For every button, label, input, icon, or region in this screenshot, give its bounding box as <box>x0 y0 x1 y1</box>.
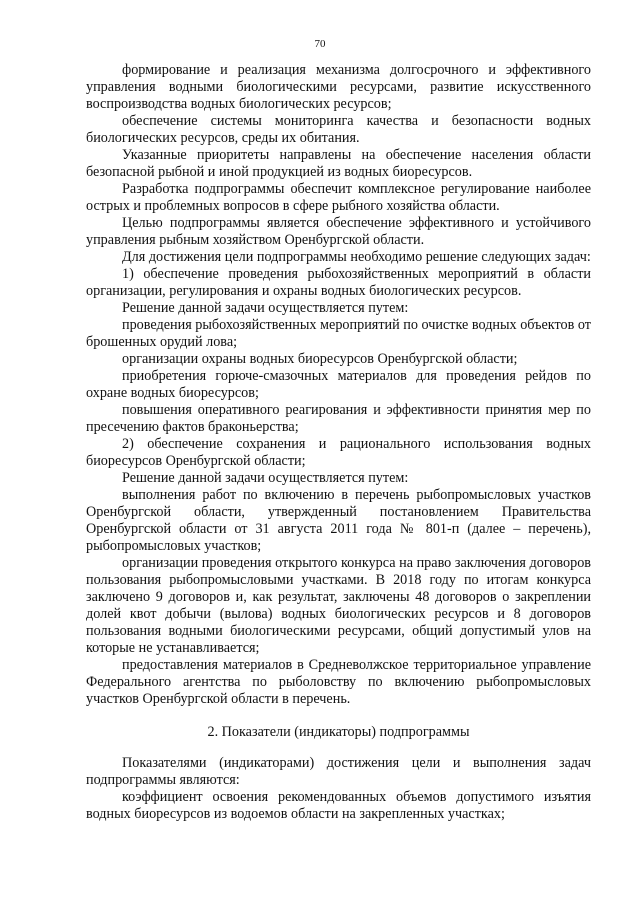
paragraph: Целью подпрограммы является обеспечение эффективного и устойчивого управления рыбным хозяйством Оренбургской области. <box>86 215 591 248</box>
paragraph: Указанные приоритеты направлены на обеспечение населения области безопасной рыбной и иной продукцией из водных биоресурсов. <box>86 147 591 180</box>
paragraph: Решение данной задачи осуществляется путем: <box>122 300 409 316</box>
page-number: 70 <box>314 38 326 50</box>
paragraph: Для достижения цели подпрограммы необходимо решение следующих задач: <box>122 249 591 265</box>
document-body <box>86 62 591 823</box>
paragraph: Разработка подпрограммы обеспечит комплексное регулирование наиболее острых и проблемных вопросов в сфере рыбного хозяйства области. <box>86 181 591 214</box>
section-heading: 2. Показатели (индикаторы) подпрограммы <box>207 724 470 740</box>
paragraph: обеспечение системы мониторинга качества и безопасности водных биологических ресурсов, среды их обитания. <box>86 113 591 146</box>
paragraph: повышения оперативного реагирования и эффективности принятия мер по пресечению фактов браконьерства; <box>86 402 591 435</box>
paragraph: организации проведения открытого конкурса на право заключения договоров пользования рыбопромысловыми участками. В 2018 году по итогам конкурса заключено 9 договоров и, как результат, заключены 48 договоров о закреплении долей квот добычи (вылова) водных биологических ресурсов и 8 договоров пользования водными биологическими ресурсами, общий допустимый улов на которые не устанавливается; <box>86 555 591 656</box>
paragraph: Решение данной задачи осуществляется путем: <box>122 470 409 486</box>
paragraph: коэффициент освоения рекомендованных объемов допустимого изъятия водных биоресурсов из водоемов области на закрепленных участках; <box>86 789 591 822</box>
paragraph: приобретения горюче-смазочных материалов для проведения рейдов по охране водных биоресурсов; <box>86 368 591 401</box>
paragraph: формирование и реализация механизма долгосрочного и эффективного управления водными биологическими ресурсами, развитие искусственного воспроизводства водных биологических ресурсов; <box>86 62 591 112</box>
paragraph: 1) обеспечение проведения рыбохозяйственных мероприятий в области организации, регулирования и охраны водных биологических ресурсов. <box>86 266 591 299</box>
paragraph: организации охраны водных биоресурсов Оренбургской области; <box>122 351 518 367</box>
paragraph: проведения рыбохозяйственных мероприятий по очистке водных объектов от брошенных орудий лова; <box>86 317 591 350</box>
paragraph: Показателями (индикаторами) достижения цели и выполнения задач подпрограммы являются: <box>86 755 591 788</box>
paragraph: 2) обеспечение сохранения и рационального использования водных биоресурсов Оренбургской области; <box>86 436 591 469</box>
paragraph: предоставления материалов в Средневолжское территориальное управление Федерального агентства по рыболовству по включению рыбопромысловых участков Оренбургской области в перечень. <box>86 657 591 707</box>
paragraph: выполнения работ по включению в перечень рыбопромысловых участков Оренбургской области, утвержденный постановлением Правительства Оренбургской области от 31 августа 2011 года № 801-п (далее – перечень), рыбопромысловых участков; <box>86 487 591 554</box>
